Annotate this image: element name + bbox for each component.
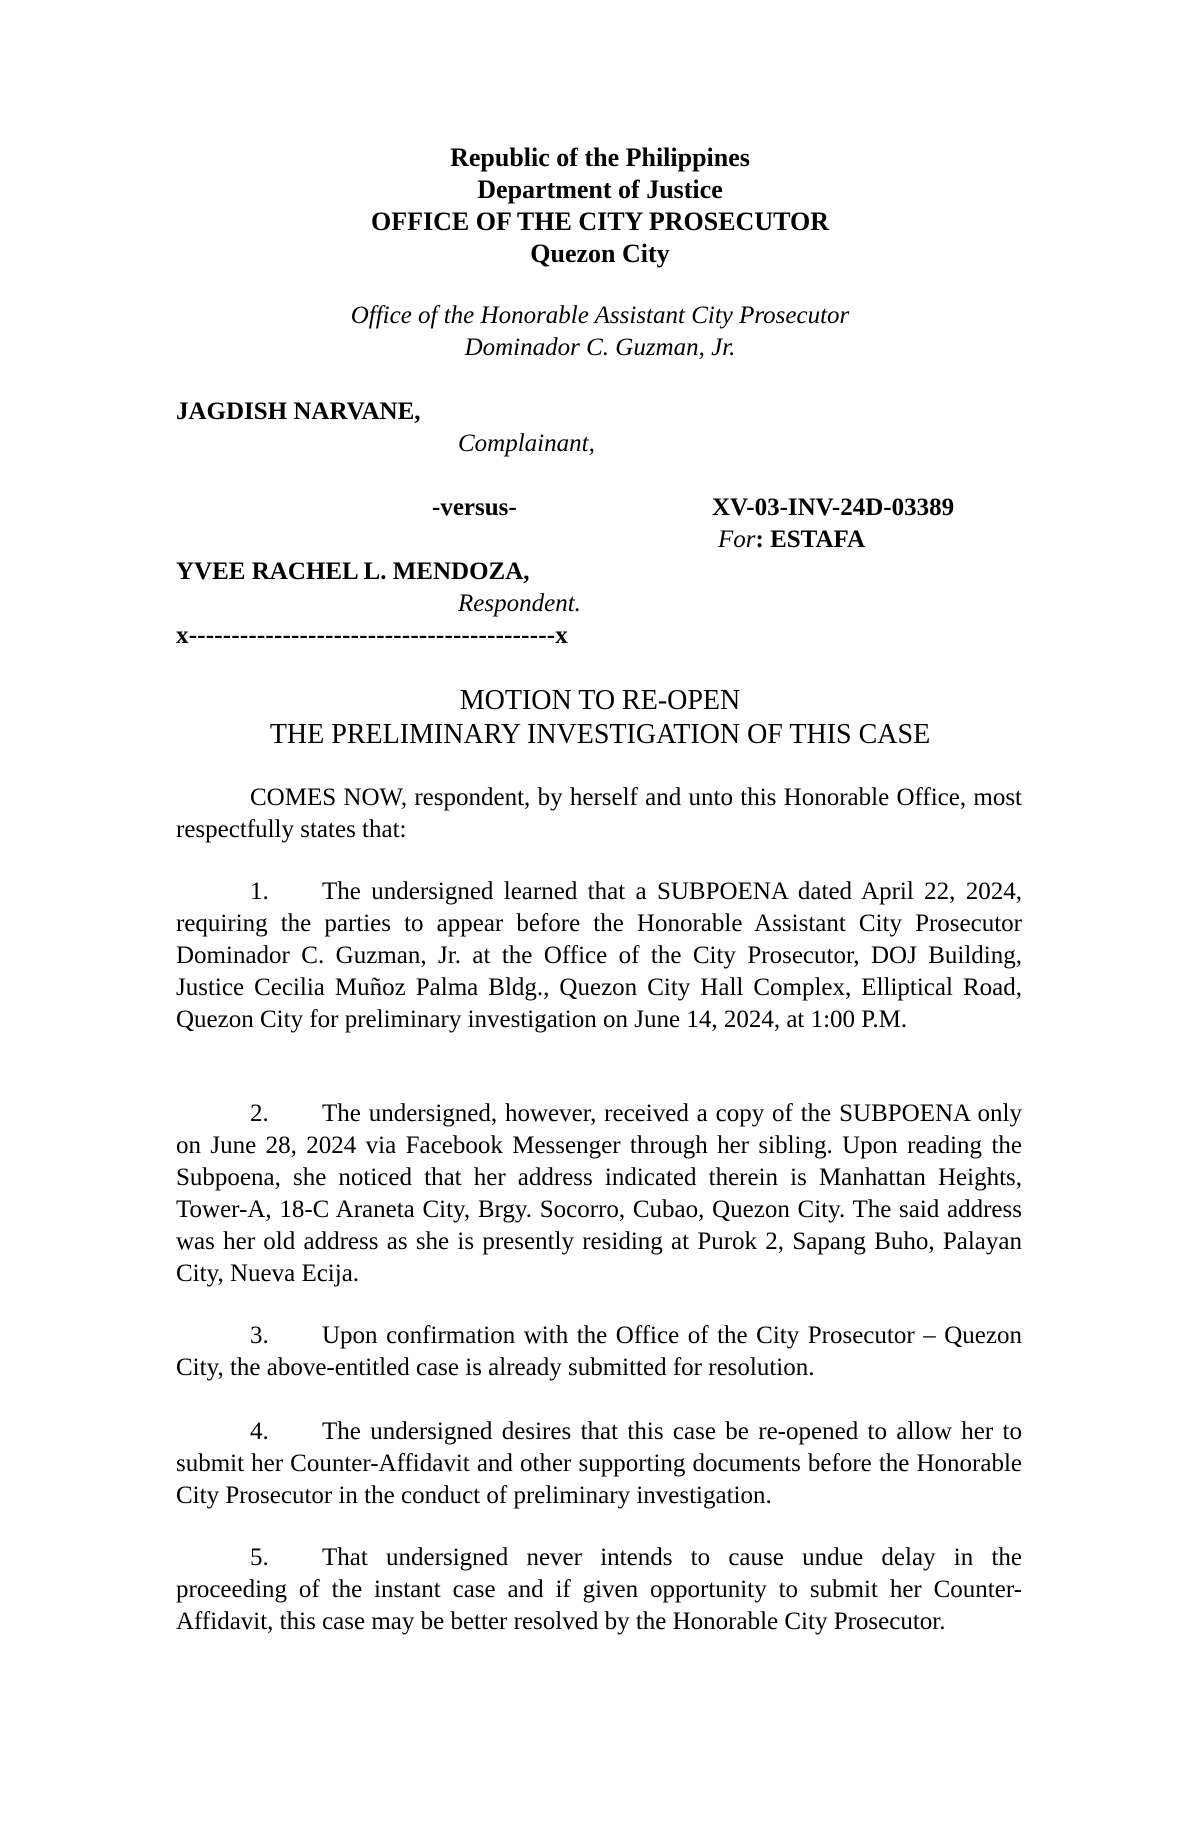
paragraph-text: Upon confirmation with the Office of the City Prosecutor – Quezon City, the above-entitled case is already submitted for resolution. (176, 1322, 1022, 1381)
respondent-name: YVEE RACHEL L. MENDOZA, (176, 558, 530, 585)
motion-title-line-1: MOTION TO RE-OPEN (459, 685, 741, 716)
case-number: XV-03-INV-24D-03389 (712, 494, 955, 521)
header-department: Department of Justice (477, 175, 723, 204)
case-charge (718, 526, 865, 554)
charge-value: : ESTAFA (755, 526, 865, 553)
paragraph-2 (176, 1098, 1022, 1290)
versus-label: -versus- (432, 494, 517, 521)
caption-separator: x-------------------------------------------x (176, 622, 568, 649)
office-line-1: Office of the Honorable Assistant City Prosecutor (350, 302, 850, 329)
motion-title-line-2: THE PRELIMINARY INVESTIGATION OF THIS CASE (269, 719, 931, 750)
paragraph-text: The undersigned, however, received a copy of the SUBPOENA only on June 28, 2024 via Facebook Messenger through her sibling. Upon reading the Subpoena, she noticed that her address indicated therein is Manhattan Heights, Tower-A, 18-C Araneta City, Brgy. Socorro, Cubao, Quezon City. The said address was her old address as she is presently residing at Purok 2, Sapang Buho, Palayan City, Nueva Ecija. (176, 1100, 1022, 1287)
paragraph-4 (176, 1416, 1022, 1512)
paragraph-text: The undersigned learned that a SUBPOENA dated April 22, 2024, requiring the parties to appear before the Honorable Assistant City Prosecutor Dominador C. Guzman, Jr. at the Office of the City Prosecutor, DOJ Building, Justice Cecilia Muñoz Palma Bldg., Quezon City Hall Complex, Elliptical Road, Quezon City for preliminary investigation on June 14, 2024, at 1:00 P.M. (176, 878, 1022, 1033)
header-city: Quezon City (530, 239, 670, 268)
for-label: For (718, 526, 756, 553)
intro-text: COMES NOW, respondent, by herself and unto this Honorable Office, most respectfully states that: (176, 784, 1022, 843)
paragraph-text: The undersigned desires that this case be re-opened to allow her to submit her Counter-Affidavit and other supporting documents before the Honorable City Prosecutor in the conduct of preliminary investigation. (176, 1418, 1022, 1509)
paragraph-3 (176, 1320, 1022, 1384)
paragraph-1 (176, 876, 1022, 1036)
intro-paragraph (176, 782, 1022, 846)
paragraph-number: 3. (250, 1322, 269, 1349)
complainant-name: JAGDISH NARVANE, (176, 398, 421, 425)
respondent-role: Respondent. (458, 590, 581, 617)
paragraph-5 (176, 1542, 1022, 1638)
paragraph-text: That undersigned never intends to cause undue delay in the proceeding of the instant case and if given opportunity to submit her Counter-Affidavit, this case may be better resolved by the Honorable City Prosecutor. (176, 1544, 1022, 1635)
paragraph-number: 4. (250, 1418, 269, 1445)
header-office: OFFICE OF THE CITY PROSECUTOR (371, 207, 829, 236)
paragraph-number: 5. (250, 1544, 269, 1571)
paragraph-number: 2. (250, 1100, 269, 1127)
office-line-2: Dominador C. Guzman, Jr. (464, 334, 736, 361)
paragraph-number: 1. (250, 878, 269, 905)
header-republic: Republic of the Philippines (450, 143, 750, 172)
complainant-role: Complainant, (458, 430, 595, 457)
